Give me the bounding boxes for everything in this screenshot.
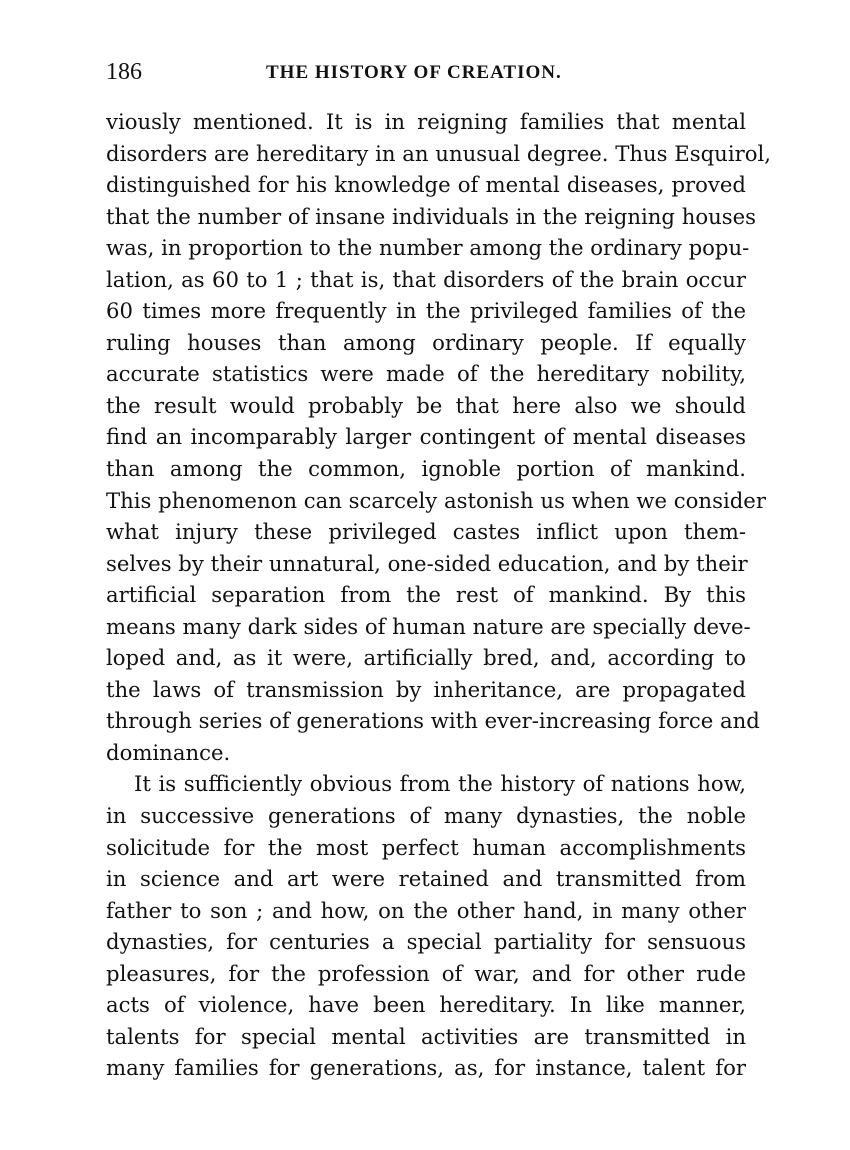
text-line: the result would probably be that here also we should [106, 392, 746, 418]
running-title: THE HISTORY OF CREATION. [266, 62, 562, 83]
text-line: acts of violence, have been hereditary. In like manner, [106, 992, 746, 1018]
text-line: father to son ; and how, on the other hand, in many other [106, 897, 746, 923]
text-line: It is sufficiently obvious from the history of nations how, [134, 771, 746, 797]
text-line: distinguished for his knowledge of mental diseases, proved [106, 172, 746, 198]
text-line: ruling houses than among ordinary people. If equally [106, 329, 746, 355]
text-line: talents for special mental activities are transmitted in [106, 1023, 746, 1049]
text-line: pleasures, for the profession of war, and for other rude [106, 960, 746, 986]
text-line: the laws of transmission by inheritance, are propagated [106, 676, 746, 702]
paragraph-1 [106, 106, 771, 768]
running-head [106, 57, 748, 87]
paragraph-2 [106, 768, 746, 1083]
text-line: lation, as 60 to 1 ; that is, that disorders of the brain occur [106, 266, 746, 292]
text-line: 60 times more frequently in the privileged families of the [106, 298, 746, 324]
text-line: was, in proportion to the number among the ordinary popu- [106, 235, 750, 261]
text-line: disorders are hereditary in an unusual degree. Thus Esquirol, [106, 140, 771, 166]
text-line: in science and art were retained and transmitted from [106, 866, 746, 892]
text-line: many families for generations, as, for instance, talent for [106, 1055, 746, 1081]
text-line: what injury these privileged castes inflict upon them- [106, 519, 746, 545]
text-line: selves by their unnatural, one-sided education, and by their [106, 550, 748, 576]
text-line: solicitude for the most perfect human accomplishments [106, 834, 746, 860]
text-line: loped and, as it were, artificially bred, and, according to [106, 645, 746, 671]
text-line: through series of generations with ever-increasing force and [106, 708, 760, 734]
text-line: artificial separation from the rest of mankind. By this [106, 582, 746, 608]
text-line: dynasties, for centuries a special partiality for sensuous [106, 929, 746, 955]
text-line: than among the common, ignoble portion of mankind. [106, 456, 746, 482]
text-line: means many dark sides of human nature are specially deve- [106, 613, 751, 639]
text-line: that the number of insane individuals in the reigning houses [106, 203, 757, 229]
body-text [106, 106, 771, 1084]
text-line: This phenomenon can scarcely astonish us when we consider [106, 487, 766, 513]
text-line: dominance. [106, 739, 231, 765]
text-line: viously mentioned. It is in reigning families that mental [106, 109, 746, 134]
text-line: accurate statistics were made of the hereditary nobility, [106, 361, 746, 387]
page-number: 186 [106, 59, 142, 85]
text-line: in successive generations of many dynasties, the noble [106, 803, 746, 829]
text-line: find an incomparably larger contingent of mental diseases [106, 424, 746, 450]
